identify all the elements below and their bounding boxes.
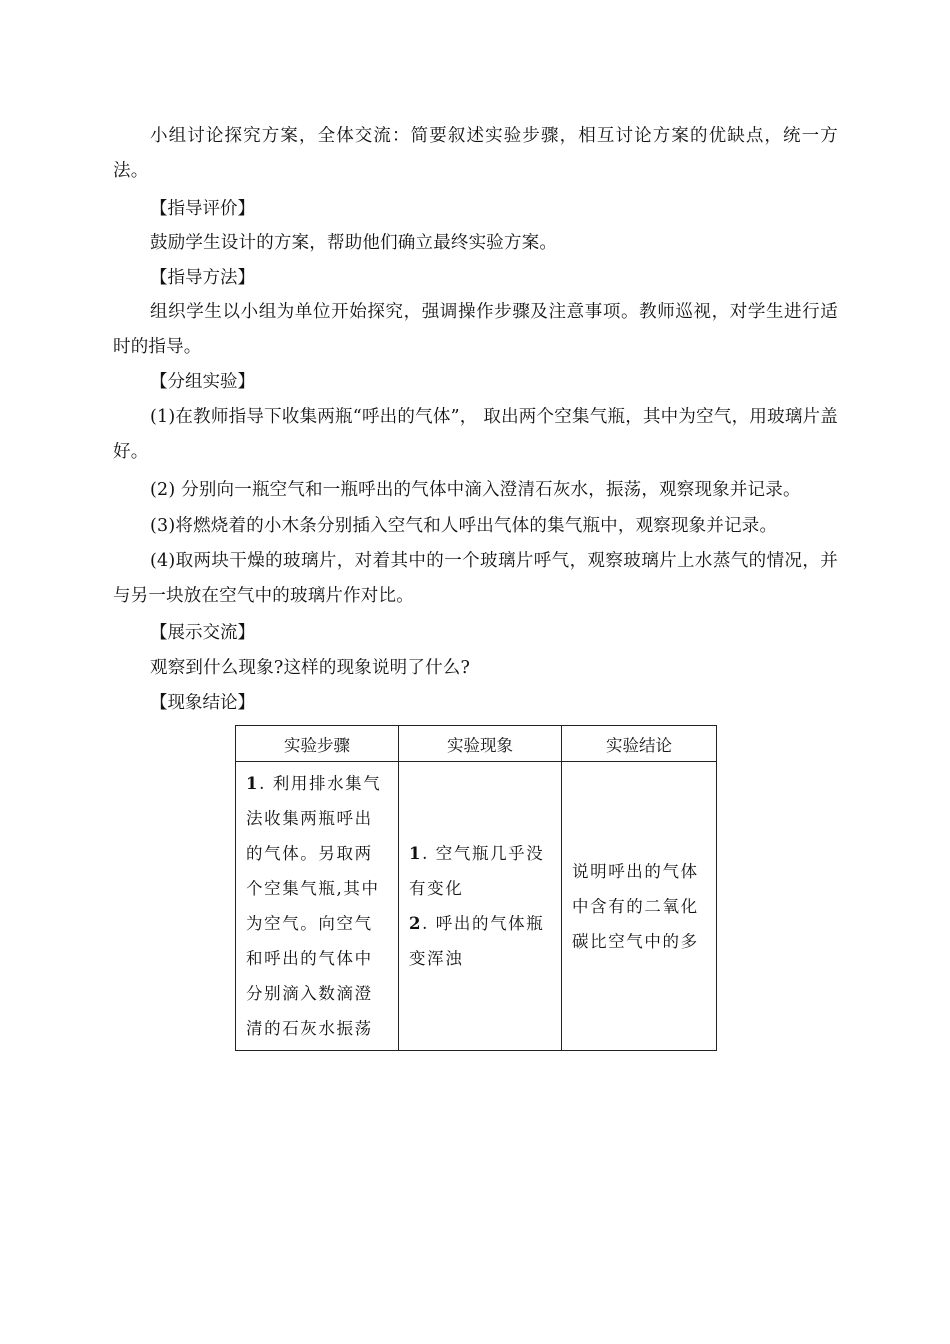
experiment-step-3: (3)将燃烧着的小木条分别插入空气和人呼出气体的集气瓶中，观察现象并记录。 (150, 516, 778, 536)
discussion-paragraph: 小组讨论探究方案，全体交流：简要叙述实验步骤，相互讨论方案的优缺点，统一方法。 (113, 126, 838, 181)
phenomenon-1-text: . 空气瓶几乎没有变化 (409, 844, 545, 898)
header-experiment-steps: 实验步骤 (236, 726, 399, 762)
section-heading-group-experiment: 【分组实验】 (150, 372, 255, 392)
section-heading-presentation: 【展示交流】 (150, 623, 255, 643)
phenomenon-item-1 (409, 836, 551, 906)
guidance-evaluation-paragraph: 鼓励学生设计的方案，帮助他们确立最终实验方案。 (150, 233, 558, 253)
table-row (236, 762, 717, 1051)
experiment-step-1: (1)在教师指导下收集两瓶“呼出的气体”， 取出两个空集气瓶，其中为空气，用玻璃片盖好。 (113, 407, 838, 462)
table-header-row (236, 726, 717, 762)
phenomenon-1-number: 1 (409, 844, 423, 863)
presentation-paragraph: 观察到什么现象?这样的现象说明了什么? (150, 658, 471, 678)
section-heading-phenomenon-conclusion: 【现象结论】 (150, 693, 255, 713)
cell-experiment-phenomena (399, 762, 562, 1051)
step-text: . 利用排水集气法收集两瓶呼出的气体。另取两个空集气瓶,其中为空气。向空气和呼出的气体中分别滴入数滴澄清的石灰水振荡 (246, 774, 382, 1038)
phenomenon-2-number: 2 (409, 914, 423, 933)
phenomenon-2-text: . 呼出的气体瓶变浑浊 (409, 914, 545, 968)
header-experiment-conclusion: 实验结论 (562, 726, 717, 762)
experiment-step-2: (2) 分别向一瓶空气和一瓶呼出的气体中滴入澄清石灰水，振荡，观察现象并记录。 (150, 480, 801, 500)
cell-experiment-steps (236, 762, 399, 1051)
experiment-step-4: (4)取两块干燥的玻璃片，对着其中的一个玻璃片呼气，观察玻璃片上水蒸气的情况，并与另一块放在空气中的玻璃片作对比。 (113, 551, 838, 606)
header-experiment-phenomena: 实验现象 (399, 726, 562, 762)
section-heading-guidance-evaluation: 【指导评价】 (150, 199, 255, 219)
guidance-method-paragraph: 组织学生以小组为单位开始探究，强调操作步骤及注意事项。教师巡视，对学生进行适时的指导。 (113, 302, 838, 357)
phenomenon-item-2 (409, 906, 551, 976)
phenomenon-conclusion-table (235, 725, 717, 1051)
cell-experiment-conclusion: 说明呼出的气体中含有的二氧化碳比空气中的多 (562, 762, 717, 1051)
section-heading-guidance-method: 【指导方法】 (150, 268, 255, 288)
step-number: 1 (246, 774, 260, 793)
